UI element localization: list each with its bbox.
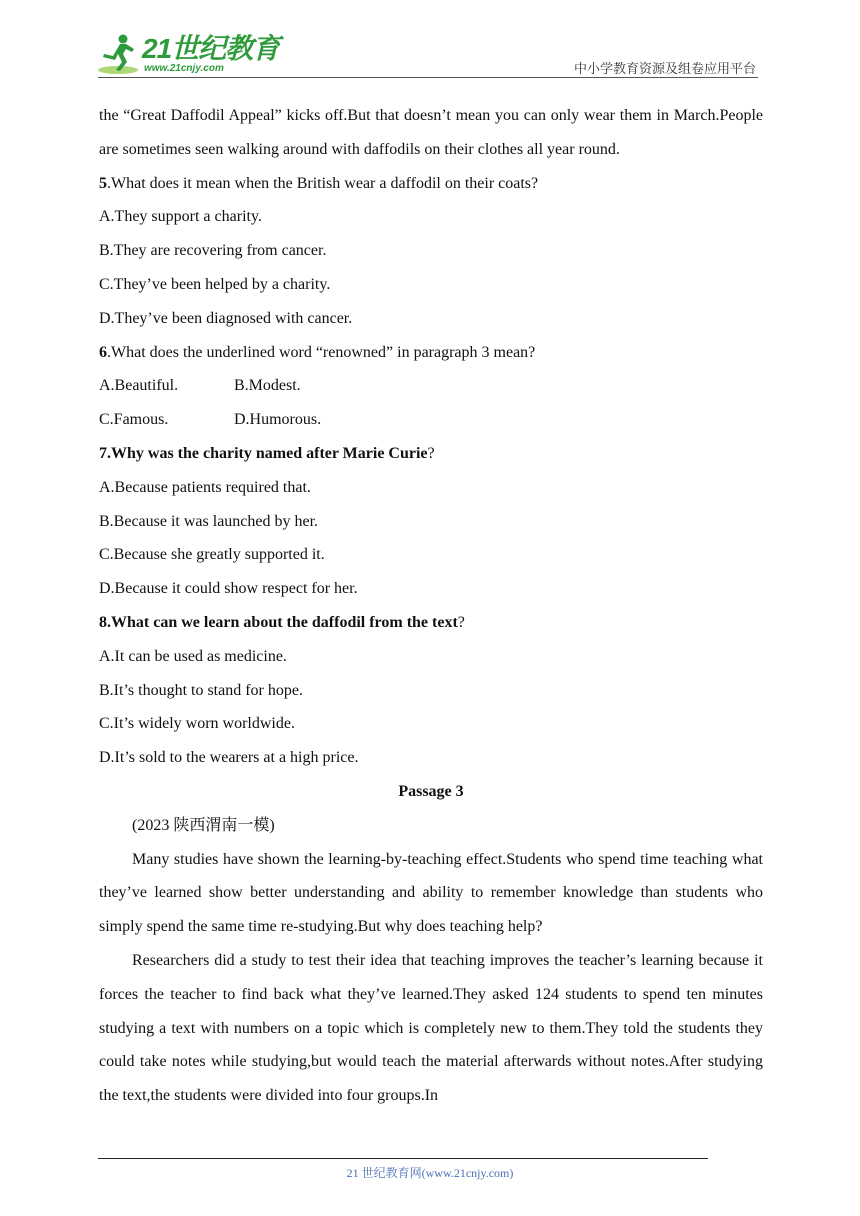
question-number: 8 [99,613,107,631]
option: B.Modest. [234,377,301,395]
option: D.They’ve been diagnosed with cancer. [99,309,353,327]
passage-title: Passage 3 [398,782,464,800]
runner-icon [96,32,142,78]
option: D.Humorous. [234,411,322,429]
option: D.It’s sold to the wearers at a high price. [99,749,359,767]
passage-continuation: the “Great Daffodil Appeal” kicks off.But that doesn’t mean you can only wear them in March.People are sometimes seen walking around with daffodils on their clothes all year round. [99,107,763,158]
question-mark: ? [427,444,435,462]
option: A.Beautiful. [99,377,179,395]
question-8 [99,606,763,640]
question-number: 7 [99,444,107,462]
option: D.Because it could show respect for her. [99,580,358,598]
option-row [99,403,763,437]
option: B.They are recovering from cancer. [99,242,327,260]
header-divider [98,77,758,78]
footer-divider [98,1158,708,1159]
option-row [99,369,763,403]
logo-url: www.21cnjy.com [144,63,224,74]
option: B.It’s thought to stand for hope. [99,681,303,699]
question-number: 5 [99,174,107,192]
paragraph: Researchers did a study to test their idea that teaching improves the teacher’s learning because it forces the teacher to find back what they’ve learned.They asked 124 students to spend ten minutes studying a text with numbers on a topic which is completely new to them.They told the students they could take notes while studying,but would teach the material afterwards without notes.After studying the text,the students were divided into four groups.In [99,951,763,1105]
question-6 [99,336,763,370]
question-mark: ? [457,613,465,631]
question-number: 6 [99,343,107,361]
header-tagline: 中小学教育资源及组卷应用平台 [573,62,756,77]
option: A.Because patients required that. [99,478,311,496]
option: C.It’s widely worn worldwide. [99,715,295,733]
option: C.They’ve been helped by a charity. [99,275,331,293]
question-text: .What does it mean when the British wear a daffodil on their coats? [107,174,539,192]
passage-source: (2023 陕西渭南一模) [132,816,275,834]
question-5 [99,167,763,201]
option: C.Because she greatly supported it. [99,546,325,564]
question-text: .Why was the charity named after Marie Curie [107,444,428,462]
logo-text: 21世纪教育 [142,33,280,64]
option: A.It can be used as medicine. [99,647,287,665]
question-text: .What does the underlined word “renowned” in paragraph 3 mean? [107,343,536,361]
footer-text: 21 世纪教育网(www.21cnjy.com) [346,1166,514,1180]
document-body [99,99,763,1113]
option: A.They support a charity. [99,208,262,226]
paragraph: Many studies have shown the learning-by-teaching effect.Students who spend time teaching what they’ve learned show better understanding and ability to remember knowledge than students who simply spend the same time re-studying.But why does teaching help? [99,850,763,936]
site-logo [96,32,280,80]
page-header [0,0,860,90]
question-7 [99,437,763,471]
question-text: .What can we learn about the daffodil from the text [107,613,458,631]
option: B.Because it was launched by her. [99,512,319,530]
option: C.Famous. [99,411,169,429]
